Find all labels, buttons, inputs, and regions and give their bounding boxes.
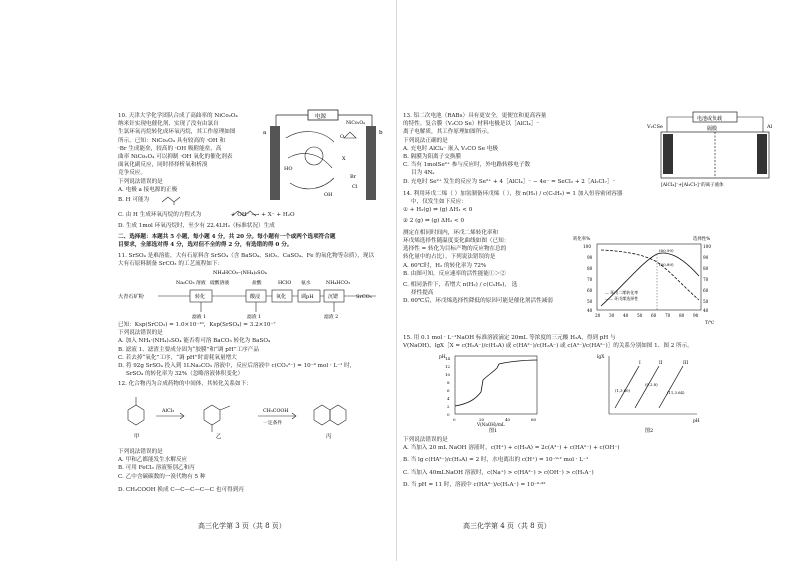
y-right-tick: 60 [703, 288, 709, 293]
q14-option-d: D. 60℃后，环戊烯选择性降低的原因可能是催化剂活性减弱 [403, 298, 553, 305]
q14-line: 转化量中的占比）。下列说法错误的是 [403, 254, 496, 261]
diagram-label-oh: OH [324, 192, 333, 198]
q11-option-c: C. 若去掉“氧化”工序，“调 pH”时需耗氧量增大 [118, 354, 237, 361]
q14-line: 环戊烯选择性随温度变化曲线如图（已知： [403, 238, 510, 245]
electrode-b [366, 126, 376, 200]
question-15 [403, 334, 693, 350]
q15-option-d: D. 当 pH = 11 时，溶液中 c(HA²⁻)/c(H₂A⁻) = 10⁻⁰·³² [403, 481, 546, 488]
q15-figure-1 [437, 352, 547, 434]
q12-prompt: 下列说法错误的是 [118, 449, 163, 455]
y-right-tick: 70 [703, 277, 709, 282]
y-left-tick: 60 [587, 288, 593, 293]
q13-line: 13. 铝二次电池（RABs）具有更安全，更便宜和更高容量 [403, 113, 547, 119]
q10-option-b: B. H 可能为 [118, 197, 150, 204]
fig1-x-tick: 60 [531, 417, 537, 422]
y-right-tick: 90 [703, 255, 709, 260]
question-10 [118, 112, 238, 204]
q13-option-c-cont: 目为 4Nₐ [411, 170, 435, 177]
fig2-line-label: III [683, 361, 689, 366]
q12-reaction-scheme [118, 392, 380, 444]
q11-option-d: D. 将 92g SrSO₄ 投入到 1LNa₂CO₃ 溶液中，反应后溶液中 c(CO₃²⁻) = 10⁻⁴ mol · L⁻¹ 时， [118, 363, 356, 370]
q10-line: 竞争反应。 [118, 170, 146, 177]
q12-option-a: A. 甲和乙都能发生水解反应 [118, 457, 188, 464]
q14-line: 14. 利用环戊二烯（ ）加氢制备环戊烯（ ），按 n(H₂) / c(C₅H₆) = 1 加入恒容密闭容器 [403, 191, 623, 197]
fig2-point: (1,3.80) [615, 388, 631, 393]
y-right-tick: 80 [703, 266, 709, 271]
electrode-a [270, 126, 280, 200]
q14-option-c: C. 相同条件下，若增大 n(H₂) / c(C₅H₆)， 选 [403, 282, 518, 289]
q14-line: 选择性 = 转化为目标产物的反应物在总的 [403, 246, 507, 253]
flow-output: 滤液 1 [192, 315, 207, 320]
epoxide-structure [344, 132, 356, 138]
q15-option-b: B. 当 lg c(HA²⁻)/c(H₃A) = 2 时，水电离出的 c(H⁺) = 10⁻⁹·² mol · L⁻¹ [403, 457, 589, 464]
q10-electrolysis-diagram [262, 108, 392, 208]
section-2-line: 目要求，全部选对得 4 分，选对但不全的得 2 分，有选错的得 0 分。 [118, 242, 293, 249]
fig1-x-tick: 20 [479, 417, 485, 422]
q10-line: 下列说法错误的是 [118, 178, 163, 185]
anode-label: Al [767, 124, 773, 130]
flow-reagent: 盐酸 [252, 281, 262, 286]
y-left-tick: 80 [587, 266, 593, 271]
q10-line: 所示。已知：NiCo₂O₄ 具有较高的 ·OH 和 [118, 137, 226, 144]
flow-step: 氧化 [276, 294, 287, 300]
x-tick: 90 [693, 313, 699, 318]
fig1-y-tick: 8 [447, 380, 450, 385]
q11-line: 大有石原料制备 SrCO₃ 的工艺流程如下： [118, 261, 224, 268]
q14-line: 中，仅发生如下反应： [411, 199, 467, 206]
fig2-point: (11,3.64) [667, 390, 685, 395]
x-tick: 40 [623, 313, 629, 318]
q15-option-c: C. 当加入 40mLNaOH 溶液时，c(Na⁺) > c(HA²⁻) > c(OH⁻) > c(H₂A⁻) [403, 469, 594, 476]
flow-reagent: HClO [278, 281, 292, 286]
q10-line: ·Br 生成能垒，较高的 ·OH 吸附能垒，高 [118, 145, 222, 152]
fig2-ylabel: lgX [597, 355, 605, 360]
compound-label: 丙 [326, 434, 332, 440]
reagent-label: 一定条件 [263, 421, 283, 426]
chart-annotation: (60,80) [659, 262, 674, 267]
fig2-xlabel: pH [693, 419, 700, 424]
q10-option-a: A. 电极 a 接电源的正极 [118, 186, 178, 193]
flow-reagent: 硫酸溶液 [210, 281, 230, 286]
fig1-y-tick: 14 [445, 356, 451, 361]
y-left-tick: 50 [587, 299, 593, 304]
fig1-x-tick: 40 [505, 417, 511, 422]
fig2-caption: 图2 [645, 428, 654, 434]
q10-line: 纳米针实现电催化剂，实现了没有由氯自 [118, 121, 219, 128]
q14-reaction-1: ① + H₂(g) ⇌ (g) ΔH₁ < 0 [403, 207, 473, 214]
q10-option-d: D. 生成 1mol 环氧丙烷时，至少有 22.4LH₂（标准状况）生成 [118, 223, 275, 229]
compound-bing-ring-2 [330, 405, 346, 425]
question-12: 12. 化合物丙为合成药物的中间体，其转化关系如下： [118, 381, 252, 387]
q14-y-left-ticks [583, 244, 593, 313]
fig2-line-label: I [639, 361, 641, 366]
x-tick: 70 [665, 313, 671, 318]
fig2-line-label: II [659, 361, 663, 366]
compound-yi-ring [204, 405, 220, 425]
flow-reagent: Na₂CO₃ 溶液 [176, 281, 206, 286]
flow-reagent: NH₄HCO₃ [326, 281, 351, 286]
q14-chart [573, 236, 723, 326]
load-label: 电池或负载 [697, 116, 723, 122]
q14-line: 测定在相同时间内，环戊二烯转化率和 [403, 229, 499, 236]
flow-reagent: NH₄HCO₃–(NH₄)₂SO₄ [213, 270, 267, 276]
electrolyte-label: [AlCl₄]⁻+[Al₂Cl₇]⁻的离子液体 [661, 183, 724, 188]
compound-jia-ring [128, 405, 144, 425]
fig1-xlabel: V(NaOH)/mL [477, 422, 505, 427]
chart-annotation: (60,90) [659, 248, 674, 253]
diagram-label-o: O [340, 134, 345, 140]
fig1-y-tick: 6 [447, 388, 450, 393]
q13-line: 的特性。复合膜（V₂CO Se）材料电极是以［AlCl₄］⁻ [403, 121, 540, 128]
q14-x-ticks [595, 313, 699, 318]
x-tick: 60 [651, 313, 657, 318]
q11-flowchart [118, 268, 380, 320]
flow-step: 沉锶 [328, 294, 339, 300]
electrode-b-label: b [379, 130, 383, 136]
legend-item: — 环戊二烯转化率 [605, 290, 639, 295]
q15-option-a: A. 当加入 20 mL NaOH 溶液时，c(H⁺) + c(H₃A) = 2c(A³⁻) + c(HA²⁻) + c(OH⁻) [403, 445, 620, 452]
q10-line: 10. 天津大学化学团队合成了高曲率的 NiCo₂O₄ [118, 113, 238, 119]
y-right-label: 选择性% [693, 237, 711, 242]
right-page-footer: 高三化学第 4 页（共 8 页） [463, 522, 551, 530]
y-left-tick: 70 [587, 277, 593, 282]
diagram-label-cl: Cl [352, 184, 358, 190]
x-tick: 50 [637, 313, 643, 318]
fig2-line-2 [635, 366, 659, 408]
left-page-footer: 高三化学第 3 页（共 8 页） [198, 522, 286, 530]
q10-option-c-structure [230, 208, 270, 220]
flow-reagent: 氨水 [301, 281, 311, 286]
q11-option-a: A. 加入 NH₄·(NH₄)₂SO₄ 能否将可溶 BaCO₃ 转化为 BaSO₄ [118, 338, 271, 345]
x-tick: 30 [609, 313, 615, 318]
flow-start: 大青石矿粉 [118, 294, 144, 300]
section-2-heading [118, 233, 335, 249]
q14-option-c-cont: 择性提高 [411, 290, 434, 297]
section-2-line: 二、选择题：本题共 5 小题，每小题 4 分，共 20 分。每小题有一个或两个选项符合题 [118, 234, 336, 240]
y-right-tick: 100 [703, 244, 711, 249]
q13-line: 下列说法正确的是 [403, 137, 448, 144]
flow-step: 转化 [195, 294, 206, 300]
x-tick: 20 [595, 313, 601, 318]
reagent-label: CH₃COOH [263, 409, 289, 414]
fig1-ylabel: pH [439, 355, 446, 360]
q15-line: 15. 用 0.1 mol · L⁻¹NaOH 标准溶液滴定 20mL 等浓度的三元酸 H₃A，得到 pH 与 [403, 335, 616, 341]
q15-line: V(NaOH)、lgX［X = c(H₂A⁻)/c(H₃A) 或 c(HA²⁻)/c(H₂A⁻) 或 c(A³⁻)/c(HA²⁻)］的关系分别如图 1、图 2 所示。 [403, 343, 693, 350]
power-source-label: 电源 [315, 114, 327, 120]
x-axis-label: T/℃ [705, 321, 715, 326]
q11-options [118, 321, 355, 378]
fig2-point: (0,2.8) [645, 382, 658, 387]
fig1-caption: 图1 [489, 428, 498, 434]
fig1-y-tick: 10 [445, 372, 451, 377]
y-left-tick: 40 [587, 308, 593, 313]
q13-battery-diagram [647, 110, 783, 190]
flow-output: 滤渣 2 [324, 315, 339, 320]
q11-known: 已知：Ksp(SrCO₃) = 1.0×10⁻¹⁰，Ksp(SrSO₄) = 3.2×10⁻⁷ [118, 322, 276, 328]
q13-option-d: D. 充电时 Se²⁺ 发生的反应为 Se²⁺ + 4［AlCl₄］⁻ − 4e⁻ = SeCl₂ + 2［Al₂Cl₇］⁻ [403, 178, 616, 185]
y-right-tick: 50 [703, 299, 709, 304]
q12-option-d: D. CH₃COOH 换成 C—C—C—C—C 也可得到丙 [118, 486, 244, 493]
q11-line: 11. SrSO₄ 是难溶盐，大有石原料含 SrSO₄（含 BaSO₄、SiO₂、CaSO₄、Fe 的氧化物等杂质），现以 [118, 253, 375, 259]
electrode-a-label: a [263, 130, 267, 136]
q14-option-b: B. 由图可知，反应速率的活性能能①＞② [403, 270, 506, 277]
anode-electrode [757, 134, 767, 174]
q14-option-a: A. 60℃时，H₂ 的转化率为 72% [403, 262, 487, 269]
q14-reaction-2: ② 2 (g) ⇌ (g) ΔH₂ < 0 [403, 217, 465, 224]
q13-line: 离子电解质，其工作原理如图所示。 [403, 129, 493, 136]
q13-option-a: A. 充电时 AlCl₄⁻ 嵌入 V₂CO Se 电极 [403, 145, 499, 152]
diagram-label-x: X [342, 156, 346, 162]
question-13 [403, 112, 615, 186]
fig2-line-3 [659, 366, 683, 408]
fig1-y-tick: 4 [447, 396, 450, 401]
cathode-label: V₂CSe [647, 124, 663, 130]
q10-eq-tail: + OH⁻ ⟶ + X⁻ + H₂O [230, 212, 295, 218]
fig1-frame [455, 356, 537, 414]
q11-prompt: 下列说法错误的是 [118, 330, 163, 337]
fig2-line-1 [615, 366, 639, 408]
catalyst-label: NiCo₂O₄ [346, 121, 365, 126]
y-left-tick: 90 [587, 255, 593, 260]
q15-prompt: 下列说法错误的是 [403, 437, 448, 443]
y-left-label: 转化率% [573, 237, 591, 242]
fig1-y-tick: 0 [447, 412, 450, 417]
compound-label: 乙 [216, 434, 222, 440]
diagram-label-ho: HO [284, 166, 293, 172]
q11-option-d-cont: SrSO₄ 的转化率为 32%（忽略溶液体积变化） [126, 371, 244, 378]
separator-label: 隔膜 [707, 126, 718, 132]
diagram-label-br: Br [350, 174, 357, 180]
q11-option-b: B. 滤液 1、滤渣主要成分固为“胶膜”和“调 pH”工序产品 [118, 346, 259, 353]
q15-figure-2 [593, 352, 703, 434]
fig1-titration-curve [455, 360, 537, 406]
q10-line: 曲率 NiCo₂O₄ 可以抑制 ·OH 氧化的催化剂表 [118, 154, 233, 161]
q13-option-c: C. 当有 1molSe²⁺ 参与反应时，外电路转移电子数 [403, 162, 531, 169]
fig1-y-tick: 12 [445, 364, 451, 369]
x-tick: 80 [679, 313, 685, 318]
fig1-y-ticks [445, 356, 451, 417]
q10-line: 生氯环氧丙烷转化成环氧丙烷，其工作原理如图 [118, 129, 236, 136]
q14-y-right-ticks [703, 244, 711, 313]
compound-bing-ring-1 [314, 405, 330, 425]
cathode-electrode [663, 134, 673, 174]
flow-step: 酸浸 [250, 294, 261, 300]
q10-line: 面氧化副反应，同时择择析氧和析溴 [118, 162, 208, 169]
reagent-label: AlCl₃ [162, 409, 175, 414]
q12-option-b: B. 可用 FeCl₃ 溶液鉴别乙和丙 [118, 465, 195, 472]
q12-options [118, 448, 244, 494]
q15-options [403, 436, 619, 489]
flow-step: 调pH [301, 294, 314, 300]
question-11 [118, 252, 374, 268]
compound-label: 甲 [134, 434, 140, 440]
y-left-tick: 100 [583, 244, 591, 249]
fig1-y-tick: 2 [447, 404, 450, 409]
fig1-x-tick: 0 [453, 417, 456, 422]
right-page [397, 0, 794, 561]
q13-option-b: B. 隔膜为阳离子交换膜 [403, 154, 462, 161]
q10-option-b-structure [160, 194, 190, 206]
y-right-tick: 40 [703, 308, 709, 313]
q12-option-c: C. 乙中含碳碳数的一溴代物有 5 种 [118, 473, 206, 480]
q10-option-c: C. 由 H 生成环氧丙烷的方程式为 [118, 212, 202, 218]
flow-product: SrCO₃ [356, 294, 372, 300]
legend-item: —— 环戊烯选择性 [605, 296, 639, 301]
flow-output: 滤渣 1 [247, 315, 262, 320]
